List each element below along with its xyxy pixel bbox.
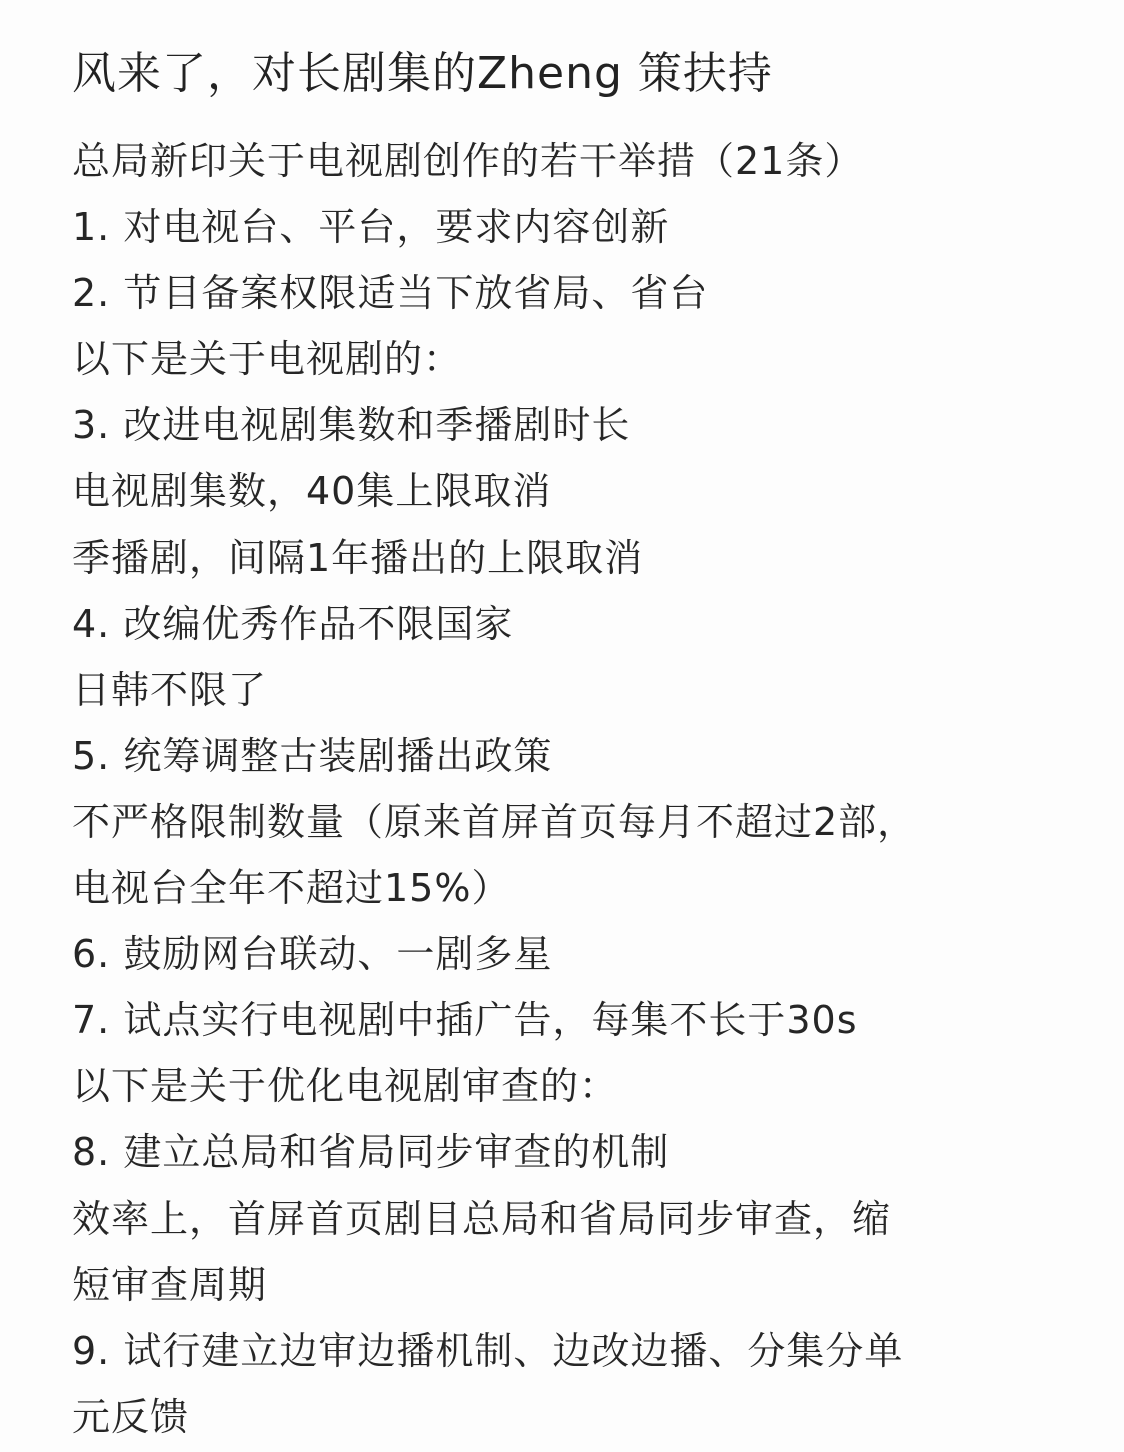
- item-1-line: 1. 对电视台、平台，要求内容创新: [72, 205, 670, 250]
- post-body: [72, 128, 1062, 1450]
- item-8-detail-2: 短审查周期: [72, 1262, 268, 1307]
- item-3-line: 3. 改进电视剧集数和季播剧时长: [72, 403, 631, 448]
- section-tv-drama-heading: 以下是关于电视剧的：: [72, 337, 463, 382]
- section-review-heading: 以下是关于优化电视剧审查的：: [72, 1064, 619, 1109]
- item-5-detail-1: 不严格限制数量（原来首屏首页每月不超过2部，: [72, 799, 917, 844]
- intro-line: 总局新印关于电视剧创作的若干举措（21条）: [72, 139, 864, 183]
- item-3-detail-1: 电视剧集数，40集上限取消: [72, 469, 552, 514]
- item-3-detail-2: 季播剧，间隔1年播出的上限取消: [72, 535, 644, 580]
- item-9-line: 9. 试行建立边审边播机制、边改边播、分集分单: [72, 1328, 904, 1373]
- item-7-line: 7. 试点实行电视剧中插广告，每集不长于30s: [72, 998, 858, 1043]
- item-9-detail: 元反馈: [72, 1394, 190, 1439]
- item-8-line: 8. 建立总局和省局同步审查的机制: [72, 1130, 670, 1175]
- item-5-line: 5. 统筹调整古装剧播出政策: [72, 733, 553, 778]
- item-8-detail-1: 效率上，首屏首页剧目总局和省局同步审查，缩: [72, 1196, 892, 1241]
- item-4-detail: 日韩不限了: [72, 667, 268, 712]
- item-2-line: 2. 节目备案权限适当下放省局、省台: [72, 271, 709, 316]
- item-5-detail-2: 电视台全年不超过15%）: [72, 866, 511, 911]
- post-title: 风来了，对长剧集的Zheng 策扶持: [72, 48, 773, 99]
- item-6-line: 6. 鼓励网台联动、一剧多星: [72, 932, 553, 977]
- item-4-line: 4. 改编优秀作品不限国家: [72, 601, 514, 646]
